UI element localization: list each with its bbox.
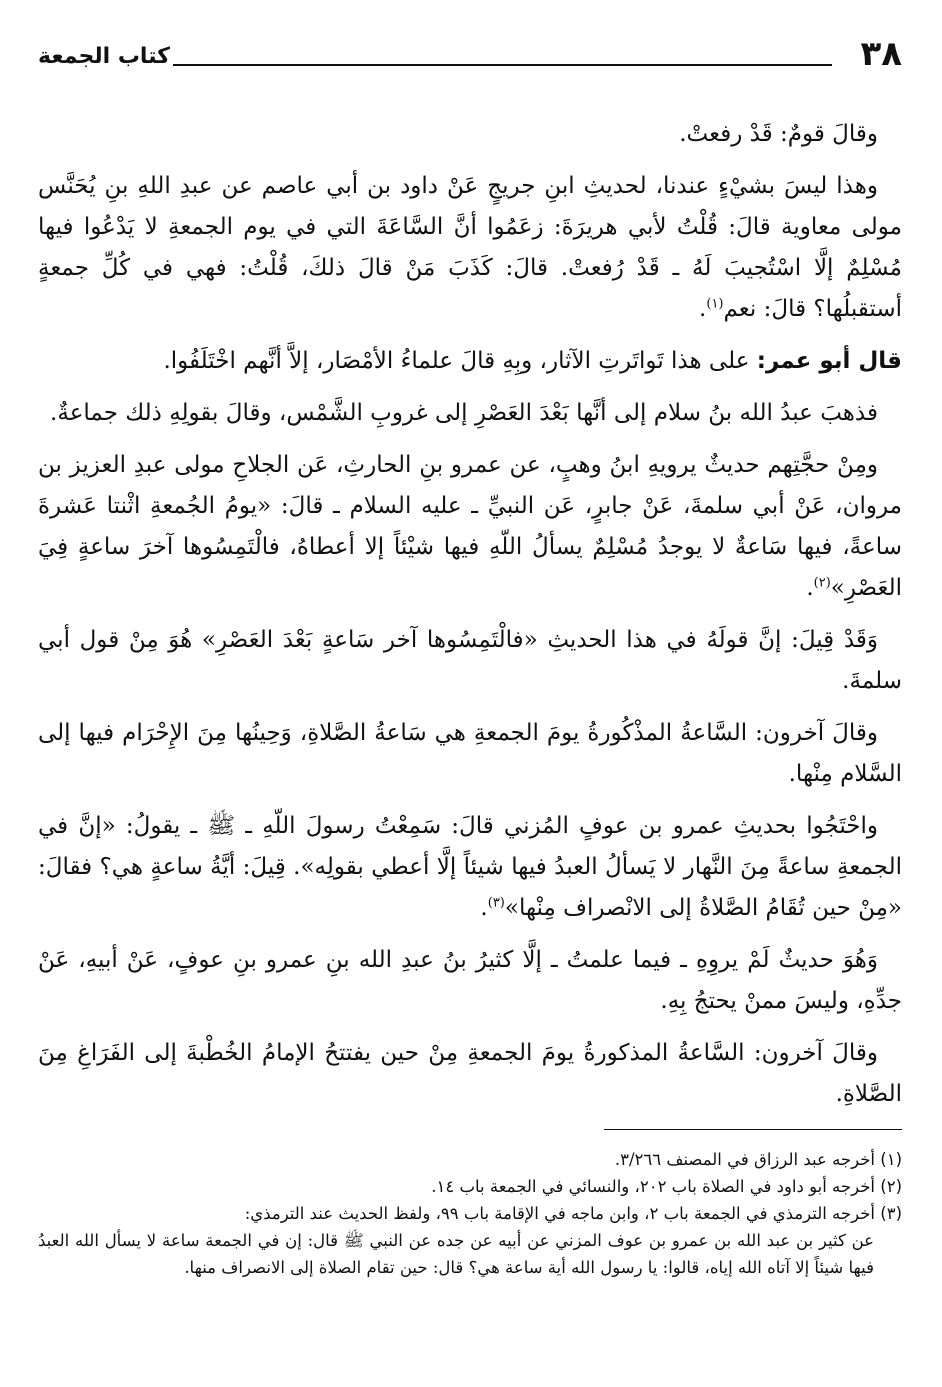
speaker-label: قال أبو عمر:	[756, 348, 902, 374]
footnote-text: أخرجه أبو داود في الصلاة باب ٢٠٢، والنسائي في الجمعة باب ١٤.	[431, 1177, 875, 1196]
paragraph-7	[38, 713, 902, 795]
book-title: كتاب الجمعة	[38, 44, 170, 69]
paragraph-2	[38, 166, 902, 330]
page-header	[38, 28, 902, 74]
footnote-ref-1[interactable]: (١)	[706, 296, 724, 312]
page-number: ٣٨	[860, 34, 902, 74]
paragraph-text: على هذا تَواتَرتِ الآثار، وبِهِ قالَ علماءُ الأمْصَار، إلاَّ أنَّهم اخْتَلَفُوا.	[163, 348, 750, 374]
paragraph-4	[38, 393, 902, 434]
book-page	[38, 28, 902, 1387]
paragraph-text: وقالَ آخرون: السَّاعةُ المذكورةُ يومَ الجمعةِ مِنْ حين يفتتحُ الإمامُ الخُطْبةَ إلى الفَرَاغِ مِنَ الصَّلاةِ.	[38, 1040, 902, 1107]
main-text	[38, 114, 902, 1115]
paragraph-text: وَهُوَ حديثٌ لَمْ يروِهِ ـ فيما علمتُ ـ إلَّا كثيرُ بنُ عبدِ الله بنِ عمرو بنِ عوفٍ، عَنْ أبيهِ، عَنْ جدِّهِ، وليسَ ممنْ يحتجُ بِهِ.	[38, 947, 902, 1014]
paragraph-5	[38, 445, 902, 609]
paragraph-10	[38, 1033, 902, 1115]
paragraph-text: فذهبَ عبدُ الله بنُ سلام إلى أنَّها بَعْدَ العَصْرِ إلى غروبِ الشَّمْس، وقالَ بقولِهِ ذلك جماعةٌ.	[50, 400, 878, 426]
footnote-marker: (١)	[880, 1150, 902, 1169]
footnotes	[38, 1146, 902, 1281]
paragraph-1	[38, 114, 902, 155]
paragraph-text: ومِنْ حجَّتِهم حديثٌ يرويهِ ابنُ وهبٍ، عن عمرو بنِ الحارثِ، عَن الجلاحِ مولى عبدِ العزيز بن مروان، عَنْ أبي سلمةَ، عَنْ جابرٍ، عَن النبيِّ ـ عليه السلام ـ قالَ: «يومُ الجُمعةِ اثْنتا عَشرةَ ساعةً، فيها سَاعةٌ لا يوجدُ مُسْلِمٌ يسألُ اللّهِ فيها شيْئاً إلا أعطاهُ، فالْتَمِسُوها آخرَ ساعةٍ فِيَ العَصْرِ»	[38, 452, 902, 601]
paragraph-3	[38, 341, 902, 382]
paragraph-text: وَقَدْ قِيلَ: إنَّ قولَهُ في هذا الحديثِ «فالْتَمِسُوها آخر سَاعةٍ بَعْدَ العَصْرِ» هُوَ مِنْ قول أبي سلمةَ.	[38, 627, 902, 694]
footnote-text: أخرجه عبد الرزاق في المصنف ٣/٢٦٦.	[614, 1150, 875, 1169]
paragraph-text: وهذا ليسَ بشيْءٍ عندنا، لحديثِ ابنِ جريجٍ عَنْ داود بن أبي عاصم عن عبدِ اللهِ بنِ يُحَنَّس مولى معاوية قالَ: قُلْتُ لأبي هريرَةَ: زعَمُوا أنَّ السَّاعَةَ التي في يوم الجمعةِ لا يَدْعُوا فيها مُسْلِمٌ إلَّا اسْتُجيبَ لَهُ ـ قَدْ رُفعتْ. قالَ: كَذَبَ مَنْ قالَ ذلكَ، قُلْتُ: فهي في كُلِّ جمعةٍ أستقبلُها؟ قالَ: نعم	[38, 173, 902, 322]
paragraph-tail: .	[480, 895, 488, 921]
footnote-text: عن كثير بن عبد الله بن عمرو بن عوف المزني عن أبيه عن جده عن النبي ﷺ قال: إن في الجمعة ساعة لا يسأل الله العبدُ فيها شيئاً إلا آتاه الله إياه، قالوا: يا رسول الله أية ساعة هي؟ قال: حين تقام الصلاة إلى الانصراف منها.	[38, 1231, 874, 1277]
footnote-marker: (٣)	[880, 1204, 902, 1223]
paragraph-6	[38, 620, 902, 702]
footnote-text: أخرجه الترمذي في الجمعة باب ٢، وابن ماجه في الإقامة باب ٩٩، ولفظ الحديث عند الترمذي:	[244, 1204, 875, 1223]
footnote-ref-2[interactable]: (٢)	[813, 575, 831, 591]
header-rule	[173, 64, 832, 66]
footnote-separator	[604, 1129, 902, 1130]
footnote-marker: (٢)	[880, 1177, 902, 1196]
footnote-3-continuation	[38, 1227, 902, 1281]
paragraph-8	[38, 806, 902, 929]
footnote-2	[38, 1173, 902, 1200]
footnote-3	[38, 1200, 902, 1227]
paragraph-text: وقالَ آخرون: السَّاعةُ المذْكُورةُ يومَ الجمعةِ هي سَاعةُ الصَّلاةِ، وَحِينُها مِنَ الإِحْرَام فيها إلى السَّلام مِنْها.	[38, 720, 902, 787]
paragraph-text: وقالَ قومٌ: قَدْ رفعتْ.	[679, 121, 878, 147]
footnote-ref-3[interactable]: (٣)	[487, 895, 505, 911]
paragraph-tail: .	[699, 296, 707, 322]
paragraph-text: واحْتَجُوا بحديثِ عمرو بن عوفٍ المُزني قالَ: سَمِعْتُ رسولَ اللّهِ ـ ﷺ ـ يقولُ: «إنَّ في الجمعةِ ساعةً مِنَ النَّهار لا يَسألُ العبدُ فيها شيئاً إلَّا أعطي بقولِه». قِيلَ: أيَّةُ ساعةٍ هي؟ فقالَ: «مِنْ حين تُقَامُ الصَّلاةُ إلى الانْصراف مِنْها»	[38, 813, 902, 921]
footnote-1	[38, 1146, 902, 1173]
paragraph-9	[38, 940, 902, 1022]
paragraph-tail: .	[806, 575, 814, 601]
